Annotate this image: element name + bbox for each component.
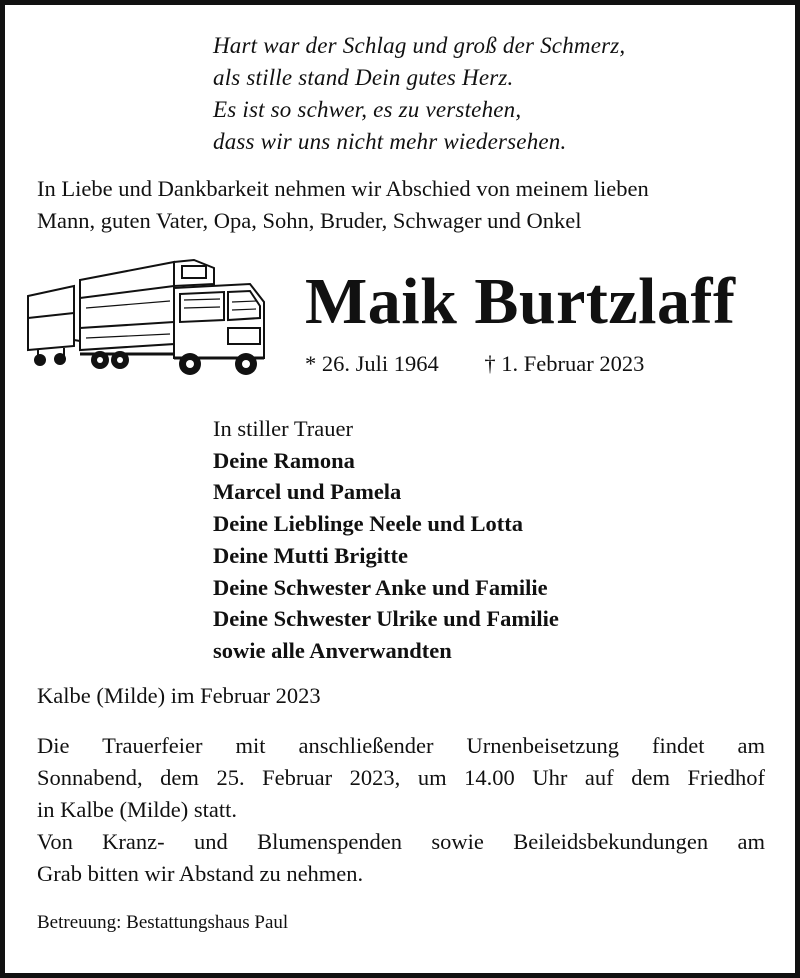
mourners-heading: In stiller Trauer [213,416,353,441]
funeral-home-credit: Betreuung: Bestattungshaus Paul [37,912,289,933]
funeral-line: Sonnabend, dem 25. Februar 2023, um 14.00 Uhr auf dem Friedhof [37,765,765,790]
poem [213,30,625,158]
funeral-line: Die Trauerfeier mit anschließender Urnenbeisetzung findet am [37,733,765,758]
intro-line: Mann, guten Vater, Opa, Sohn, Bruder, Schwager und Onkel [37,208,582,233]
mourner-name: Deine Schwester Anke und Familie [213,574,548,600]
funeral-info [37,730,765,890]
poem-line: Es ist so schwer, es zu verstehen, [213,97,522,122]
funeral-line: in Kalbe (Milde) statt. [37,797,237,822]
funeral-line: Von Kranz- und Blumenspenden sowie Beileidsbekundungen am [37,829,765,854]
mourner-name: Deine Schwester Ulrike und Familie [213,606,559,632]
mourner-name: Marcel und Pamela [213,479,402,505]
death-date: † 1. Februar 2023 [484,351,645,376]
mourners-block [213,413,559,667]
mourner-name: Deine Ramona [213,447,355,473]
truck-icon [24,258,274,386]
funeral-line: Grab bitten wir Abstand zu nehmen. [37,861,364,886]
poem-line: dass wir uns nicht mehr wiedersehen. [213,129,567,154]
mourner-name: Deine Mutti Brigitte [213,542,408,568]
deceased-name: Maik Burtzlaff [305,265,736,338]
birth-date: * 26. Juli 1964 [305,351,439,376]
poem-line: Hart war der Schlag und groß der Schmerz, [213,33,626,58]
life-dates [305,349,644,379]
intro-text [37,173,777,237]
mourner-name: Deine Lieblinge Neele und Lotta [213,511,523,537]
place-date: Kalbe (Milde) im Februar 2023 [37,683,321,708]
poem-line: als stille stand Dein gutes Herz. [213,65,514,90]
intro-line: In Liebe und Dankbarkeit nehmen wir Abschied von meinem lieben [37,176,649,201]
mourner-name: sowie alle Anverwandten [213,637,452,663]
